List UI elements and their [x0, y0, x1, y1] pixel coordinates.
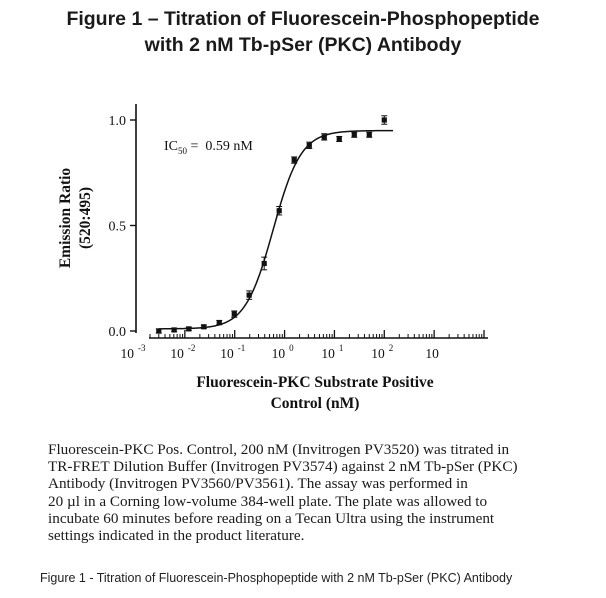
footer-caption: Figure 1 - Titration of Fluorescein-Phosphopeptide with 2 nM Tb-pSer (PKC) Antibody: [40, 571, 513, 585]
data-point: [337, 136, 342, 141]
x-tick-base: 10: [321, 346, 335, 361]
data-point: [232, 312, 237, 317]
figure-title-line-1: Figure 1 – Titration of Fluorescein-Phosphopeptide: [66, 8, 540, 30]
titration-chart: [0, 80, 606, 370]
caption-line-5: incubate 60 minutes before reading on a Tecan Ultra using the instrument: [48, 509, 495, 527]
data-point: [156, 328, 161, 333]
x-tick-label: [272, 343, 295, 361]
x-axis-title: [150, 372, 480, 414]
figure-title: [0, 6, 606, 58]
data-point: [217, 320, 222, 325]
caption-line-1: Fluorescein-PKC Pos. Control, 200 nM (Invitrogen PV3520) was titrated in: [48, 441, 510, 458]
caption-line-4: 20 µl in a Corning low-volume 384-well plate. The plate was allowed to: [48, 492, 488, 510]
data-point: [322, 134, 327, 139]
x-tick-exponent: -2: [187, 343, 196, 353]
data-point: [352, 132, 357, 137]
ic50-subscript: 50: [178, 146, 187, 156]
y-axis-title-line-1: Emission Ratio: [57, 167, 74, 269]
caption-line-3: Antibody (Invitrogen PV3560/PV3561). The assay was performed in: [48, 475, 468, 493]
ic50-value: = 0.59 nM: [187, 139, 253, 154]
x-tick-label: [220, 343, 245, 361]
x-tick-label: [170, 343, 195, 361]
ic50-prefix: IC: [164, 139, 178, 154]
data-point: [307, 143, 312, 148]
x-tick-exponent: 0: [289, 343, 294, 353]
y-tick-label: 1.0: [108, 114, 126, 129]
y-axis-title: [57, 168, 94, 269]
data-point: [382, 117, 387, 122]
ic50-annotation: [164, 139, 253, 156]
caption-line-6: settings indicated in the product literature.: [48, 527, 305, 545]
x-tick-exponent: -3: [138, 343, 146, 353]
y-tick-label: 0.0: [108, 325, 126, 340]
data-point: [292, 157, 297, 162]
x-tick-base: 10: [271, 346, 286, 361]
x-tick-label: [371, 343, 393, 361]
x-tick-base: 10: [220, 346, 234, 361]
data-point: [262, 261, 267, 266]
data-point: [201, 324, 206, 329]
data-point: [172, 327, 177, 332]
y-tick-label: 0.5: [108, 219, 126, 235]
fit-curve: [159, 131, 393, 329]
x-tick-base: 10: [120, 346, 134, 361]
x-tick-exponent: 1: [338, 343, 344, 353]
x-tick-base: 10: [371, 346, 385, 361]
x-tick-base: 10: [170, 346, 184, 361]
x-tick-base: 10: [425, 346, 439, 361]
x-tick-label: [321, 343, 343, 361]
x-tick-exponent: 2: [388, 343, 394, 353]
fit-curve-group: [159, 131, 393, 329]
x-tick-label: [121, 343, 146, 361]
x-tick-exponent: -1: [237, 343, 246, 353]
x-axis-title-line-2: Control (nM): [270, 395, 360, 412]
data-point: [367, 132, 372, 137]
x-axis-title-line-1: Fluorescein-PKC Substrate Positive: [196, 374, 434, 391]
figure-title-line-2: with 2 nM Tb-pSer (PKC) Antibody: [144, 34, 462, 56]
figure-caption: [48, 441, 593, 544]
x-tick-label: [425, 346, 439, 361]
data-point: [247, 293, 252, 298]
data-point: [277, 208, 282, 213]
y-axis-title-line-2: (520:495): [77, 187, 94, 249]
caption-line-2: TR-FRET Dilution Buffer (Invitrogen PV3574) against 2 nM Tb-pSer (PKC): [48, 458, 518, 476]
data-point: [186, 326, 191, 331]
